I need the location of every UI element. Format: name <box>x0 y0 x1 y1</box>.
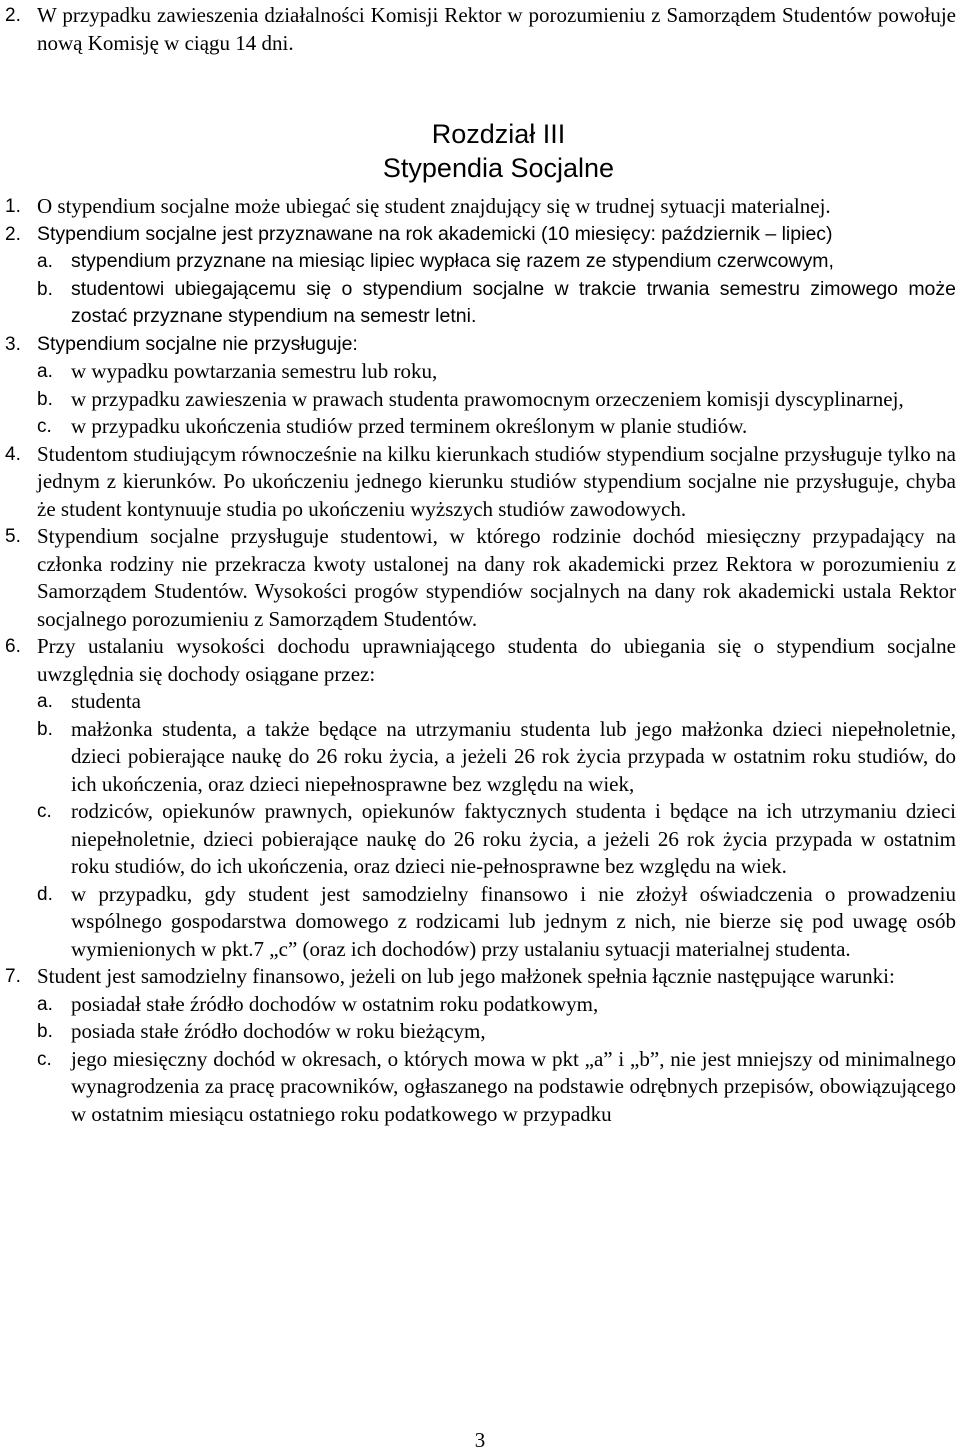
chapter-heading <box>0 117 960 185</box>
paragraph-6-marker: 6. <box>5 636 21 657</box>
paragraph-1-marker: 1. <box>5 196 21 217</box>
paragraph-4-text: Studentom studiującym równocześnie na kilku kierunkach studiów stypendium socjalne przysługuje tylko na jednym z kierunków. Po ukończeniu jednego kierunku studiów stypendium socjalne nie przysługuje, chyba że student kontynuuje studia po ukończeniu wyższych studiów zawodowych. <box>37 441 956 521</box>
paragraph-3-c-text: w przypadku ukończenia studiów przed terminem określonym w planie studiów. <box>71 414 748 438</box>
paragraph-3-a-marker: a. <box>37 361 53 382</box>
paragraph-2-b-marker: b. <box>37 278 53 300</box>
chapter-body <box>0 193 960 1128</box>
intro-marker: 2. <box>5 5 21 26</box>
paragraph-2-a-marker: a. <box>37 251 53 272</box>
paragraph-7-text: Student jest samodzielny finansowo, jeżeli on lub jego małżonek spełnia łącznie następujące warunki: <box>37 964 895 988</box>
paragraph-6-a-text: studenta <box>71 689 141 713</box>
paragraph-2-item-a <box>0 248 960 276</box>
paragraph-3-b-marker: b. <box>37 388 53 410</box>
paragraph-3-text: Stypendium socjalne nie przysługuje: <box>37 332 358 355</box>
paragraph-7-c-text: jego miesięczny dochód w okresach, o których mowa w pkt „a” i „b”, nie jest mniejszy od minimalnego wynagrodzenia za pracę pracowników, ogłaszanego na podstawie odrębnych przepisów, obowiązującego w ostatnim miesiącu ostatniego roku podatkowego w przypadku <box>71 1046 956 1126</box>
chapter-number: Rozdział III <box>431 119 566 149</box>
paragraph-3 <box>0 331 960 359</box>
paragraph-7-item-b <box>0 1018 960 1046</box>
paragraph-7-a-marker: a. <box>37 993 53 1015</box>
paragraph-3-item-b <box>0 386 960 414</box>
paragraph-3-b-text: w przypadku zawieszenia w prawach studenta prawomocnym orzeczeniem komisji dyscyplinarnej, <box>71 386 904 411</box>
paragraph-2-a-text: stypendium przyznane na miesiąc lipiec wypłaca się razem ze stypendium czerwcowym, <box>71 250 834 272</box>
paragraph-6-b-marker: b. <box>37 718 53 740</box>
paragraph-6-item-d <box>0 881 960 964</box>
paragraph-4-marker: 4. <box>5 443 21 465</box>
paragraph-2 <box>0 221 960 249</box>
paragraph-7-c-marker: c. <box>37 1048 52 1070</box>
paragraph-5-text: Stypendium socjalne przysługuje studentowi, w którego rodzinie dochód miesięczny przypadający na członka rodziny nie przekracza kwoty ustalonej na dany rok akademicki przez Rektora w porozumieniu z Samorządem Studentów. Wysokości progów stypendiów socjalnych na dany rok akademicki ustala Rektor socjalnego porozumieniu z Samorządem Studentów. <box>37 524 956 631</box>
paragraph-6-b-text: małżonka studenta, a także będące na utrzymaniu studenta lub jego małżonka dzieci niepełnoletnie, dzieci pobierające naukę do 26 roku życia, a jeżeli 26 rok życia przypada w ostatnim roku studiów, do ich ukończenia, oraz dzieci niepełnosprawne bez względu na wiek, <box>71 716 956 796</box>
paragraph-7-item-c <box>0 1046 960 1129</box>
paragraph-1 <box>0 193 960 221</box>
paragraph-7-b-text: posiada stałe źródło dochodów w roku bieżącym, <box>71 1019 486 1043</box>
paragraph-7-item-a <box>0 991 960 1019</box>
paragraph-6-d-text: w przypadku, gdy student jest samodzielny finansowo i nie złożył oświadczenia o prowadzeniu wspólnego gospodarstwa domowego z rodzicami lub jednym z nich, nie bierze się pod uwagę osób wymienionych w pkt.7 „c” (oraz ich dochodów) przy ustalaniu sytuacji materialnej studenta. <box>71 881 956 961</box>
paragraph-3-item-a <box>0 358 960 386</box>
paragraph-6-c-text: rodziców, opiekunów prawnych, opiekunów faktycznych studenta i będące na ich utrzymaniu dzieci niepełnoletnie, dzieci pobierające naukę do 26 roku życia, a jeżeli 26 rok życia przypada w ostatnim roku studiów, do ich ukończenia, oraz dzieci nie-pełnosprawne bez względu na wiek. <box>71 799 956 878</box>
paragraph-2-text: Stypendium socjalne jest przyznawane na rok akademicki (10 miesięcy: październik – lipiec) <box>37 222 833 245</box>
paragraph-5-marker: 5. <box>5 526 21 547</box>
paragraph-6-item-b <box>0 716 960 799</box>
paragraph-6-item-c <box>0 798 960 881</box>
paragraph-5 <box>0 523 960 633</box>
intro-text: W przypadku zawieszenia działalności Komisji Rektor w porozumieniu z Samorządem Studentów powołuje nową Komisję w ciągu 14 dni. <box>37 3 956 55</box>
chapter-title: Stypendia Socjalne <box>382 153 615 183</box>
paragraph-2-marker: 2. <box>5 223 21 245</box>
paragraph-3-item-c <box>0 413 960 441</box>
paragraph-6-d-marker: d. <box>37 883 53 905</box>
paragraph-7-a-text: posiadał stałe źródło dochodów w ostatnim roku podatkowym, <box>71 991 599 1016</box>
paragraph-7-b-marker: b. <box>37 1021 53 1042</box>
paragraph-7-marker: 7. <box>5 966 21 987</box>
paragraph-6-a-marker: a. <box>37 691 53 712</box>
paragraph-3-a-text: w wypadku powtarzania semestru lub roku, <box>71 359 438 383</box>
paragraph-6-text: Przy ustalaniu wysokości dochodu uprawniającego studenta do ubiegania się o stypendium socjalne uwzględnia się dochody osiągane przez: <box>37 634 956 686</box>
paragraph-6 <box>0 633 960 688</box>
paragraph-3-marker: 3. <box>5 333 21 355</box>
intro-paragraph <box>0 2 960 57</box>
paragraph-3-c-marker: c. <box>37 416 52 437</box>
page-number: 3 <box>474 1428 486 1452</box>
paragraph-7 <box>0 963 960 991</box>
paragraph-6-c-marker: c. <box>37 801 52 822</box>
paragraph-4 <box>0 441 960 524</box>
paragraph-2-item-b <box>0 276 960 331</box>
paragraph-2-b-text: studentowi ubiegającemu się o stypendium socjalne w trakcie trwania semestru zimowego może zostać przyznane stypendium na semestr letni. <box>71 277 956 327</box>
paragraph-1-text: O stypendium socjalne może ubiegać się student znajdujący się w trudnej sytuacji materialnej. <box>37 194 831 218</box>
paragraph-6-item-a <box>0 688 960 716</box>
